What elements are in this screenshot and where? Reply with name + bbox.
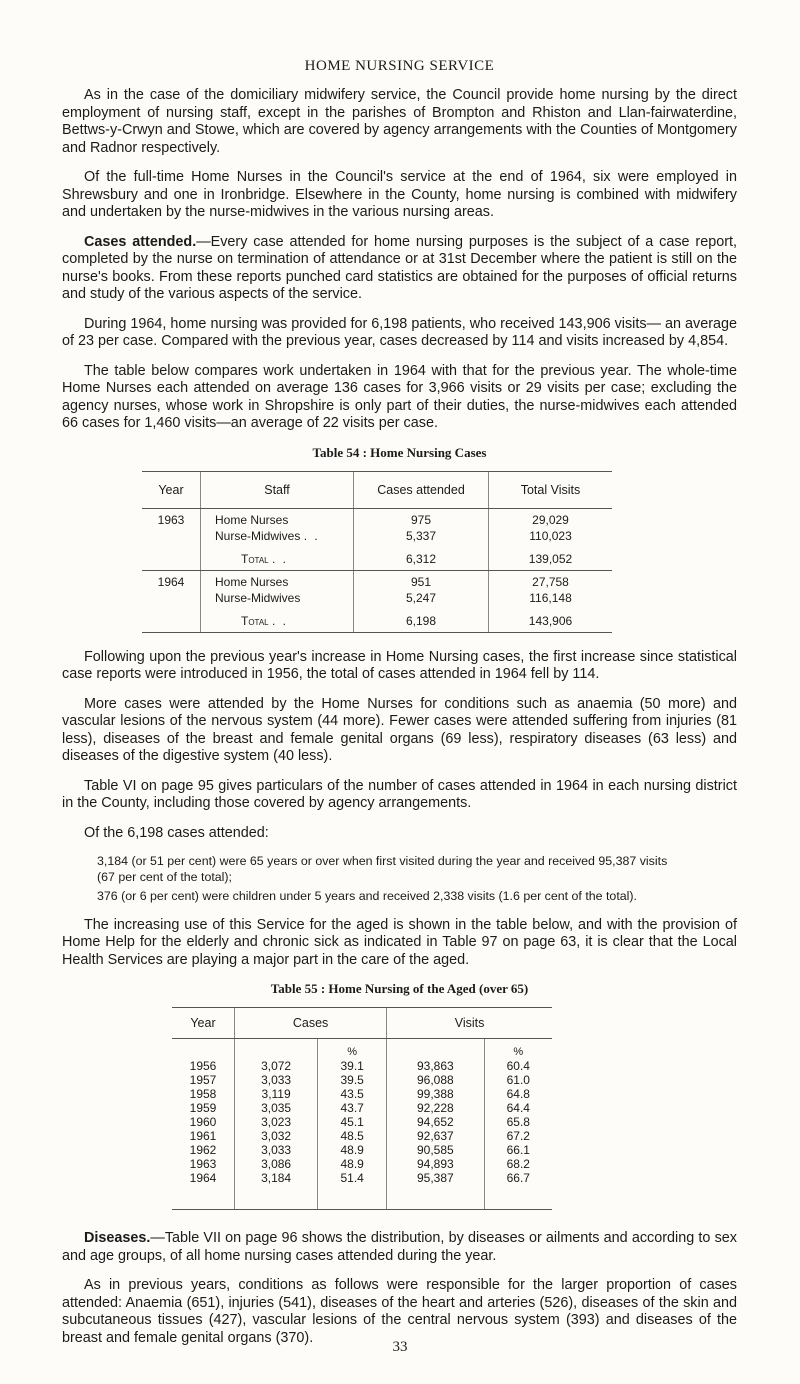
table-row: 1963 3,086 48.9 94,893 68.2 bbox=[172, 1157, 552, 1171]
table-row: 1959 3,035 43.7 92,228 64.4 bbox=[172, 1101, 552, 1115]
paragraph-increase: Following upon the previous year's increase in Home Nursing cases, the first increase since statistical case reports were introduced in 1956, the total of cases attended in 1964 fell by 114. bbox=[62, 648, 737, 682]
paragraph-cases-attended: Cases attended.—Every case attended for home nursing purposes is the subject of a case report, completed by the nurse on termination of attendance or at 31st December where the patient is still on the nurse's books. From these reports punched card statistics are obtained for the purposes of official returns and study of the various aspects of the service. bbox=[62, 233, 737, 302]
page-number: 33 bbox=[392, 1339, 408, 1355]
column-header: Cases attended bbox=[354, 471, 489, 508]
document-page bbox=[62, 58, 737, 1359]
detail-children: 376 (or 6 per cent) were children under 5 years and received 2,338 visits (1.6 per cent of the total). bbox=[97, 889, 637, 903]
column-header: Staff bbox=[201, 471, 354, 508]
paragraph-conditions: More cases were attended by the Home Nurses for conditions such as anaemia (50 more) and vascular lesions of the nervous system (44 more). Fewer cases were attended suffering from injuries (81 less), diseases of the breast and female genital organs (69 less), respiratory diseases (63 less) and diseases of the digestive system (40 less). bbox=[62, 695, 737, 764]
table-total-row: Total . . 6,312 139,052 bbox=[142, 544, 612, 571]
table-total-row: Total . . 6,198 143,906 bbox=[142, 606, 612, 633]
paragraph-full-time-nurses: Of the full-time Home Nurses in the Council's service at the end of 1964, six were employed in Shrewsbury and one in Ironbridge. Elsewhere in the County, home nursing is combined with midwifery and undertaken by the nurse-midwives in the various nursing areas. bbox=[62, 169, 737, 220]
table-row: 1960 3,023 45.1 94,652 65.8 bbox=[172, 1115, 552, 1129]
paragraph-comparison: The table below compares work undertaken in 1964 with that for the previous year. The whole-time Home Nurses each attended on average 136 cases for 3,966 visits or 29 visits per case; excluding the agency nurses, whose work in Shropshire is only part of their duties, the nurse-midwives each attended 66 cases for 1,460 visits—an average of 22 visits per case. bbox=[62, 362, 737, 431]
paragraph-agency: As in the case of the domiciliary midwifery service, the Council provide home nursing by the direct employment of nursing staff, except in the parishes of Brompton and Rhiston and Llan-fairwaterdine, Bettws-y-Crwyn and Stowe, which are covered by agency arrangements with the Counties of Montgomery and Radnor respectively. bbox=[62, 87, 737, 156]
table-55-caption: Table 55 : Home Nursing of the Aged (over 65) bbox=[270, 981, 529, 996]
page-title: HOME NURSING SERVICE bbox=[304, 58, 495, 74]
table-row: 1961 3,032 48.5 92,637 67.2 bbox=[172, 1129, 552, 1143]
table-54-caption: Table 54 : Home Nursing Cases bbox=[312, 444, 487, 460]
table-row: 1962 3,033 48.9 90,585 66.1 bbox=[172, 1143, 552, 1157]
table-row: Nurse-Midwives . . 5,337 110,023 bbox=[142, 528, 612, 544]
section-lead: Cases attended. bbox=[84, 233, 197, 250]
paragraph-of-cases: Of the 6,198 cases attended: bbox=[84, 824, 269, 841]
table-row: 1956 3,072 39.1 93,863 60.4 bbox=[172, 1059, 552, 1073]
table-row: 1958 3,119 43.5 99,388 64.8 bbox=[172, 1087, 552, 1101]
table-row: Nurse-Midwives 5,247 116,148 bbox=[142, 590, 612, 606]
table-row: 1964 3,184 51.4 95,387 66.7 bbox=[172, 1171, 552, 1185]
column-header: Year bbox=[142, 471, 201, 508]
percent-symbol: % bbox=[318, 1039, 387, 1060]
aged-nursing-table bbox=[172, 1007, 552, 1210]
percent-symbol: % bbox=[484, 1039, 552, 1060]
table-row: 1957 3,033 39.5 96,088 61.0 bbox=[172, 1073, 552, 1087]
detail-aged: 3,184 (or 51 per cent) were 65 years or over when first visited during the year and received 95,387 visits (67 per cent of the total); bbox=[97, 854, 668, 884]
paragraph-table-vi: Table VI on page 95 gives particulars of the number of cases attended in 1964 in each nursing district in the County, including those covered by agency arrangements. bbox=[62, 777, 737, 811]
paragraph-proportion: As in previous years, conditions as follows were responsible for the larger proportion of cases attended: Anaemia (651), injuries (541), diseases of the heart and arteries (526), diseases of the skin and subcutaneous tissues (427), vascular lesions of the central nervous system (393) and diseases of the breast and female genital organs (370). bbox=[62, 1277, 737, 1346]
column-header: Cases bbox=[235, 1008, 387, 1039]
column-header: Total Visits bbox=[489, 471, 613, 508]
table-row: 1963 Home Nurses 975 29,029 bbox=[142, 508, 612, 528]
section-lead: Diseases. bbox=[84, 1230, 151, 1246]
home-nursing-cases-table bbox=[142, 471, 612, 633]
column-header: Year bbox=[172, 1008, 235, 1039]
column-header: Visits bbox=[387, 1008, 552, 1039]
paragraph-1964-summary: During 1964, home nursing was provided for 6,198 patients, who received 143,906 visits— an average of 23 per case. Compared with the previous year, cases decreased by 114 and visits increased by 4,854. bbox=[62, 315, 737, 349]
table-row: 1964 Home Nurses 951 27,758 bbox=[142, 570, 612, 590]
paragraph-aged-use: The increasing use of this Service for the aged is shown in the table below, and with the provision of Home Help for the elderly and chronic sick as indicated in Table 97 on page 63, it is clear that the Local Health Services are playing a major part in the care of the aged. bbox=[62, 916, 737, 968]
paragraph-diseases: Diseases.—Table VII on page 96 shows the distribution, by diseases or ailments and according to sex and age groups, of all home nursing cases attended during the year. bbox=[62, 1230, 737, 1264]
